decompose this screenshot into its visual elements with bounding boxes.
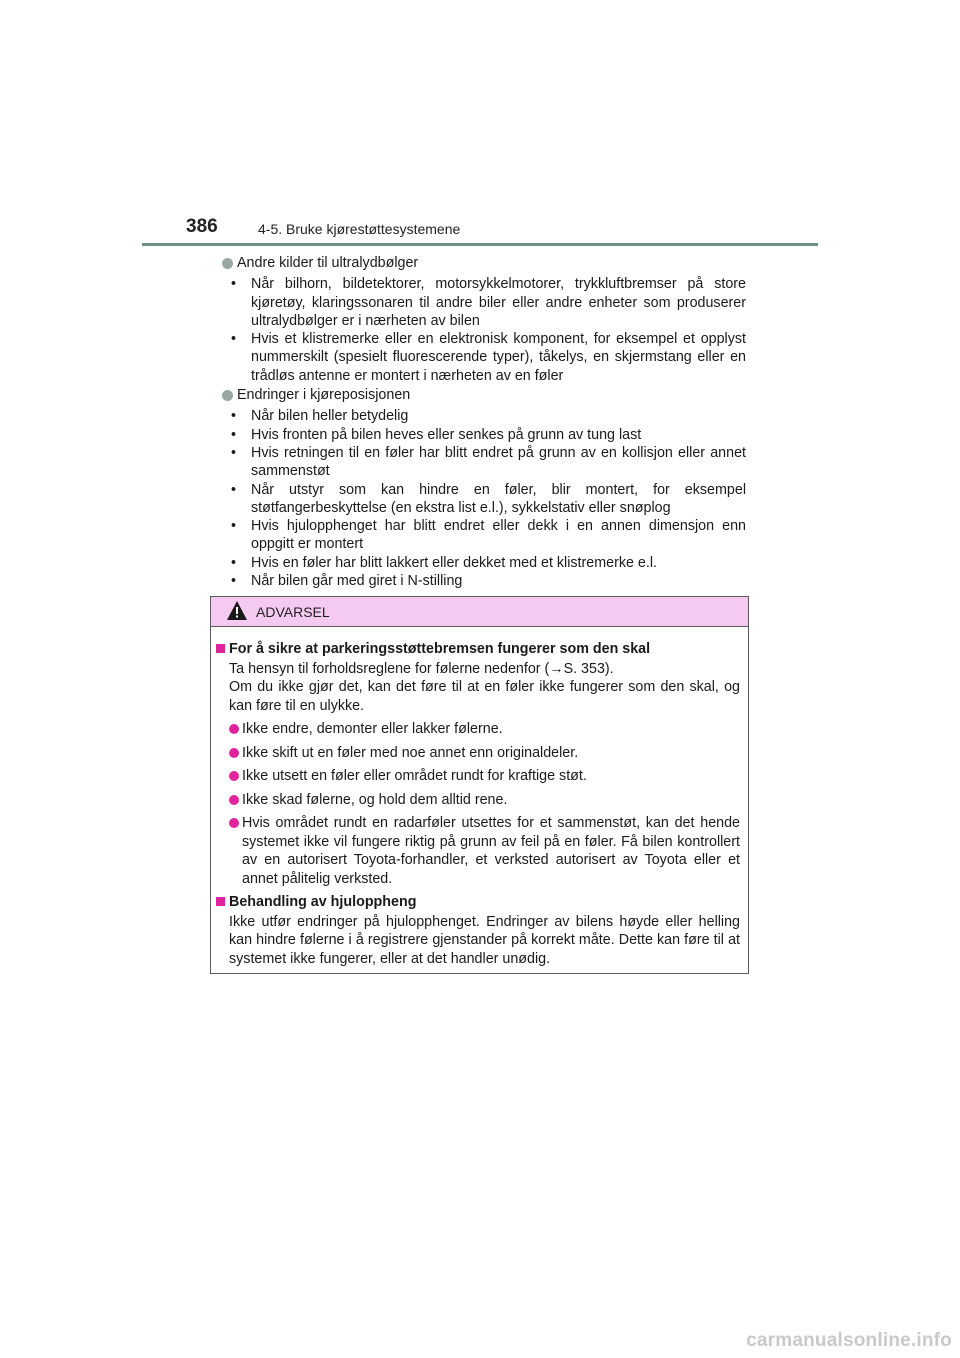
circle-bullet-icon xyxy=(229,771,239,781)
warning-bullet-text: Ikke skift ut en føler med noe annet enn originaldeler. xyxy=(242,744,579,761)
warning-bullet-text: Ikke endre, demonter eller lakker følerne. xyxy=(242,721,503,737)
warning-section-title: For å sikre at parkeringsstøttebremsen fungerer som den skal xyxy=(229,641,651,657)
group-heading-text: Andre kilder til ultralydbølger xyxy=(237,255,419,271)
warning-bullet-text: Hvis området rundt en radarføler utsettes for et sammenstøt, kan det hende systemet ikke vil fungere riktig på grunn av feil på en føler. Få bilen kontrollert av en autorisert Toyota-forhandler, et verksted autorisert av Toyota eller et annet pålitelig verksted. xyxy=(242,815,740,887)
content-group xyxy=(222,254,746,385)
warning-body xyxy=(211,627,748,968)
warning-section xyxy=(216,893,740,968)
circle-bullet-icon xyxy=(222,390,233,401)
circle-bullet-icon xyxy=(222,258,233,269)
list-item: • Hvis retningen til en føler har blitt endret på grunn av en kollisjon eller annet sammenstøt xyxy=(230,444,746,481)
watermark: carmanualsonline.info xyxy=(746,1330,952,1351)
section-title: 4-5. Bruke kjørestøttesystemene xyxy=(258,221,461,237)
circle-bullet-icon xyxy=(229,795,239,805)
warning-bullet-text: Ikke skad følerne, og hold dem alltid rene. xyxy=(242,791,508,808)
group-heading xyxy=(222,386,746,404)
bullet-list xyxy=(222,407,746,590)
warning-header xyxy=(211,597,748,627)
list-item: • Hvis et klistremerke eller en elektronisk komponent, for eksempel et opplyst nummerskilt (spesielt fluorescerende typer), tåkelys, en skjermstang eller en trådløs antenne er montert i nærheten av en føler xyxy=(230,330,746,385)
page-number: 386 xyxy=(186,216,218,237)
bullet-list xyxy=(222,275,746,385)
list-item: • Når utstyr som kan hindre en føler, blir montert, for eksempel støtfangerbeskyttelse (en ekstra list e.l.), sykkelstativ eller snøplog xyxy=(230,481,746,518)
warning-section-title: Behandling av hjuloppheng xyxy=(229,894,417,910)
list-item: • Hvis fronten på bilen heves eller senkes på grunn av tung last xyxy=(230,426,746,444)
circle-bullet-icon xyxy=(229,748,239,758)
warning-bullet xyxy=(216,767,740,786)
list-item: • Hvis en føler har blitt lakkert eller dekket med et klistremerke e.l. xyxy=(230,554,746,572)
list-item: • Hvis hjulopphenget har blitt endret eller dekk i en annen dimensjon enn oppgitt er montert xyxy=(230,517,746,554)
warning-bullet-text: Ikke utsett en føler eller området rundt for kraftige støt. xyxy=(242,768,587,784)
warning-bullet xyxy=(216,814,740,888)
warning-label: ADVARSEL xyxy=(256,604,330,620)
circle-bullet-icon xyxy=(229,818,239,828)
warning-bullet xyxy=(216,791,740,810)
circle-bullet-icon xyxy=(229,724,239,734)
square-bullet-icon xyxy=(216,897,225,906)
main-content xyxy=(222,254,746,591)
list-item: • Når bilhorn, bildetektorer, motorsykkelmotorer, trykkluftbremser på store kjøretøy, klaringssonaren til andre biler eller andre enheter som produserer ultralydbølger er i nærheten av bilen xyxy=(230,275,746,330)
warning-paragraph: Om du ikke gjør det, kan det føre til at en føler ikke fungerer som den skal, og kan føre til en ulykke. xyxy=(229,679,740,714)
warning-triangle-icon xyxy=(226,600,248,621)
warning-section-heading xyxy=(216,893,740,912)
warning-bullet xyxy=(216,720,740,739)
header-rule xyxy=(142,243,818,246)
warning-bullet xyxy=(216,744,740,763)
group-heading-text: Endringer i kjøreposisjonen xyxy=(237,387,411,404)
warning-section xyxy=(216,640,740,888)
warning-box xyxy=(210,596,749,974)
content-group xyxy=(222,386,746,590)
warning-paragraph: Ta hensyn til forholdsreglene for følerne nedenfor (→S. 353). xyxy=(229,660,614,677)
warning-paragraph: Ikke utfør endringer på hjulopphenget. Endringer av bilens høyde eller helling kan hindre følerne i å registrere gjenstander på korrekt måte. Dette kan føre til at systemet ikke fungerer, eller at det handler unødig. xyxy=(229,913,740,967)
square-bullet-icon xyxy=(216,644,225,653)
list-item: • Når bilen heller betydelig xyxy=(230,407,746,425)
warning-section-heading xyxy=(216,640,740,659)
group-heading xyxy=(222,254,746,272)
list-item: • Når bilen går med giret i N-stilling xyxy=(230,572,746,590)
